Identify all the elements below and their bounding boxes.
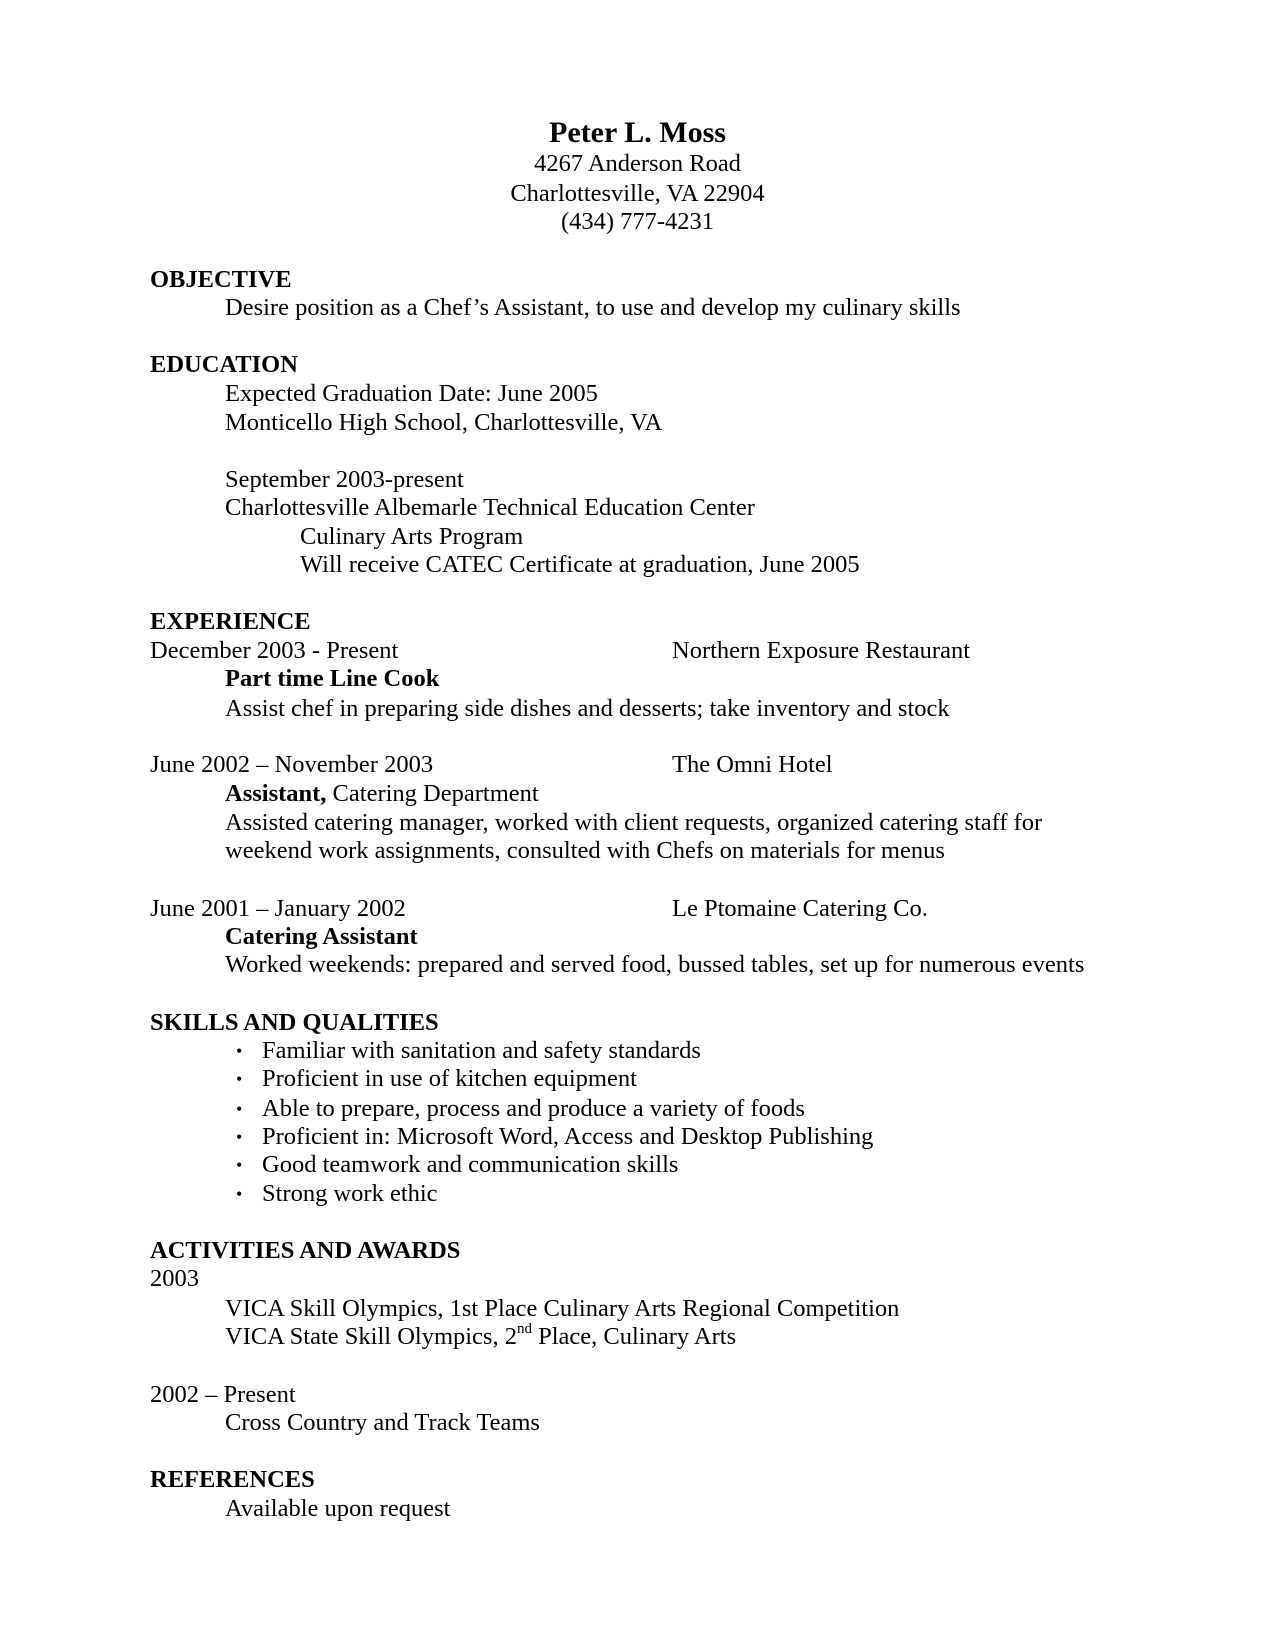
ordinal-suffix: nd (516, 1320, 532, 1337)
city-state-zip: Charlottesville, VA 22904 (510, 180, 765, 207)
job-2-title (225, 780, 539, 808)
job-1-description: Assist chef in preparing side dishes and desserts; take inventory and stock (225, 695, 950, 722)
bullet-icon: • (236, 1069, 243, 1089)
education-heading: EDUCATION (150, 351, 298, 378)
award-text: Place, Culinary Arts (531, 1323, 737, 1350)
activities-heading: ACTIVITIES AND AWARDS (150, 1237, 461, 1264)
references-text: Available upon request (225, 1495, 451, 1522)
objective-heading: OBJECTIVE (150, 266, 292, 293)
references-heading: REFERENCES (150, 1466, 315, 1493)
job-2-employer: The Omni Hotel (672, 751, 833, 778)
job-3-dates: June 2001 – January 2002 (150, 895, 406, 922)
skill-item: Able to prepare, process and produce a variety of foods (262, 1095, 805, 1122)
skill-item: Proficient in use of kitchen equipment (262, 1065, 637, 1092)
graduation-date: Expected Graduation Date: June 2005 (225, 380, 598, 407)
job-3-employer: Le Ptomaine Catering Co. (672, 895, 928, 922)
catec-school: Charlottesville Albemarle Technical Education Center (225, 494, 755, 521)
skills-heading: SKILLS AND QUALITIES (150, 1009, 439, 1036)
job-2-title-dept: Catering Department (326, 780, 539, 807)
job-2-dates: June 2002 – November 2003 (150, 751, 434, 778)
catec-certificate-note: Will receive CATEC Certificate at graduation, June 2005 (300, 551, 860, 578)
phone-number: (434) 777-4231 (560, 208, 715, 235)
award-text: VICA State Skill Olympics, 2 (225, 1323, 517, 1350)
job-2-description-line-1: Assisted catering manager, worked with client requests, organized catering staff for (225, 809, 1043, 836)
job-3-description: Worked weekends: prepared and served food, bussed tables, set up for numerous events (225, 951, 1085, 978)
job-2-description-line-2: weekend work assignments, consulted with Chefs on materials for menus (225, 837, 945, 864)
job-3-title: Catering Assistant (225, 923, 418, 950)
skill-item: Familiar with sanitation and safety standards (262, 1037, 701, 1064)
activity-item: Cross Country and Track Teams (225, 1409, 540, 1436)
address-line: 4267 Anderson Road (534, 150, 741, 177)
high-school: Monticello High School, Charlottesville, VA (225, 409, 663, 436)
award-item (225, 1320, 737, 1351)
job-2-title-bold: Assistant, (225, 780, 327, 807)
experience-heading: EXPERIENCE (150, 608, 311, 635)
bullet-icon: • (236, 1041, 243, 1061)
skill-item: Strong work ethic (262, 1180, 438, 1207)
job-1-employer: Northern Exposure Restaurant (672, 637, 970, 664)
award-item: VICA Skill Olympics, 1st Place Culinary Arts Regional Competition (225, 1295, 900, 1322)
bullet-icon: • (236, 1127, 243, 1147)
skill-item: Good teamwork and communication skills (262, 1151, 679, 1178)
bullet-icon: • (236, 1155, 243, 1175)
bullet-icon: • (236, 1099, 243, 1119)
bullet-icon: • (236, 1184, 243, 1204)
applicant-name: Peter L. Moss (549, 116, 726, 149)
catec-dates: September 2003-present (225, 466, 464, 493)
activity-year-2003: 2003 (150, 1265, 199, 1292)
skill-item: Proficient in: Microsoft Word, Access and Desktop Publishing (262, 1123, 874, 1150)
job-1-dates: December 2003 - Present (150, 637, 399, 664)
objective-text: Desire position as a Chef’s Assistant, to use and develop my culinary skills (225, 294, 961, 321)
activity-year-2002: 2002 – Present (150, 1381, 296, 1408)
catec-program: Culinary Arts Program (300, 523, 524, 550)
job-1-title: Part time Line Cook (225, 665, 440, 692)
